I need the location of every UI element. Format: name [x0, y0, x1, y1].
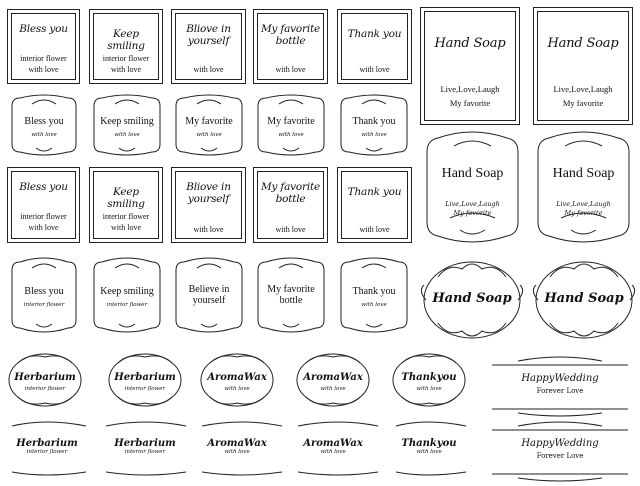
plaque-keep-smiling — [88, 92, 166, 158]
label-subtitle: with love — [320, 449, 346, 455]
wreath-title: AromaWax — [303, 372, 363, 383]
label-bless-you-frame — [7, 9, 80, 84]
label-subtitle: interior flower — [102, 212, 150, 221]
label-aroma-wax — [196, 438, 278, 455]
plaque-title: My favorite — [267, 116, 315, 127]
banner-text — [488, 438, 632, 460]
label-title: Thank you — [347, 28, 402, 40]
label-title: My favorite bottle — [260, 181, 321, 206]
label-title: Hand Soap — [547, 36, 619, 51]
label-subtitle: with love — [193, 65, 224, 74]
plaque-title: Hand Soap — [441, 166, 504, 181]
wreath-subtitle: with love — [320, 386, 346, 392]
banner-subtitle: Forever Love — [536, 452, 584, 460]
wedding-banner — [488, 355, 632, 417]
plaque-subtitle: with love — [31, 132, 57, 138]
label-title: Hand Soap — [434, 36, 506, 51]
label-title: Bliove in yourself — [186, 181, 231, 206]
plaque-title: Believe in yourself — [188, 284, 230, 306]
label-title: AromaWax — [303, 438, 363, 449]
wreath-subtitle: with love — [416, 386, 442, 392]
label-subtitle: My favorite — [449, 98, 491, 108]
plaque-subtitle: Live,Love,Laugh — [556, 200, 611, 208]
plaque-believe — [170, 254, 248, 336]
flourish-line — [6, 464, 476, 480]
banner-text — [488, 373, 632, 395]
label-title: Thankyou — [401, 438, 457, 449]
label-subtitle: interior flower — [124, 449, 166, 455]
label-keep-smiling-frame — [89, 9, 163, 84]
wreath-subtitle: with love — [224, 386, 250, 392]
plaque-thank-you — [335, 92, 413, 158]
label-title: AromaWax — [207, 438, 267, 449]
label-subtitle: Live,Love,Laugh — [553, 84, 613, 94]
label-bless-you-frame — [7, 167, 80, 243]
label-subtitle: with love — [193, 225, 224, 234]
plaque-subtitle: My favorite — [453, 209, 492, 217]
flourish-divider — [6, 416, 476, 436]
plaque-title: Thank you — [352, 116, 396, 127]
label-my-favorite-bottle-frame — [253, 9, 328, 84]
wreath-hand-soap — [530, 255, 638, 345]
plaque-my-favorite — [252, 92, 330, 158]
label-keep-smiling-frame — [89, 167, 163, 243]
plaque-title: Bless you — [24, 286, 64, 297]
wreath-title: Hand Soap — [544, 291, 624, 306]
label-subtitle: interior flower — [26, 449, 68, 455]
label-hand-soap-frame — [420, 7, 520, 125]
wreath-title: Herbarium — [114, 372, 176, 383]
wreath-subtitle: interior flower — [24, 386, 66, 392]
plaque-subtitle: with love — [114, 132, 140, 138]
wreath-title: AromaWax — [207, 372, 267, 383]
label-title: Herbarium — [16, 438, 78, 449]
plaque-border — [420, 128, 525, 246]
label-title: Bless you — [19, 181, 68, 193]
label-subtitle: interior flower — [20, 54, 67, 63]
wreath-title: Thankyou — [401, 372, 457, 383]
banner-title: HappyWedding — [521, 438, 599, 449]
label-title: Bless you — [19, 23, 68, 35]
plaque-title: Keep smiling — [100, 116, 154, 127]
wreath-aroma-wax — [292, 349, 374, 411]
label-subtitle: with love — [111, 65, 141, 74]
label-subtitle: with love — [28, 223, 59, 232]
label-herbarium — [6, 438, 88, 455]
label-title: Keep smiling — [107, 28, 145, 53]
wreath-herbarium — [4, 349, 86, 411]
plaque-keep-smiling — [88, 254, 166, 336]
banner-title: HappyWedding — [521, 373, 599, 384]
wreath-subtitle: interior flower — [124, 386, 166, 392]
label-subtitle: with love — [416, 449, 442, 455]
flourish-divider — [6, 464, 476, 480]
plaque-subtitle: interior flower — [106, 302, 148, 308]
wreath-hand-soap — [418, 255, 526, 345]
label-subtitle: with love — [359, 225, 390, 234]
plaque-subtitle: with love — [361, 302, 387, 308]
label-thank-you-frame — [337, 9, 412, 84]
plaque-bless-you — [6, 92, 82, 158]
plaque-title: Keep smiling — [100, 286, 154, 297]
wreath-title: Herbarium — [14, 372, 76, 383]
label-subtitle: interior flower — [20, 212, 67, 221]
label-title: Thank you — [347, 186, 402, 198]
plaque-title: Thank you — [352, 286, 396, 297]
label-thankyou — [388, 438, 470, 455]
wreath-aroma-wax — [196, 349, 278, 411]
label-thank-you-frame — [337, 167, 412, 243]
label-subtitle: with love — [224, 449, 250, 455]
label-subtitle: with love — [275, 65, 306, 74]
plaque-subtitle: with love — [278, 132, 304, 138]
plaque-bless-you — [6, 254, 82, 336]
label-subtitle: My favorite — [562, 98, 604, 108]
plaque-title: My favorite bottle — [267, 284, 315, 306]
flourish-line — [6, 416, 476, 436]
banner-subtitle: Forever Love — [536, 387, 584, 395]
label-title: My favorite bottle — [260, 23, 321, 48]
wreath-title: Hand Soap — [432, 291, 512, 306]
label-believe-frame — [171, 9, 246, 84]
wedding-banner — [488, 420, 632, 482]
plaque-subtitle: My favorite — [564, 209, 603, 217]
label-hand-soap-frame — [533, 7, 633, 125]
label-title: Herbarium — [114, 438, 176, 449]
plaque-subtitle: interior flower — [23, 302, 65, 308]
label-subtitle: with love — [275, 225, 306, 234]
label-subtitle: interior flower — [102, 54, 150, 63]
label-subtitle: with love — [359, 65, 390, 74]
label-aroma-wax — [292, 438, 374, 455]
label-my-favorite-bottle-frame — [253, 167, 328, 243]
plaque-subtitle: with love — [361, 132, 387, 138]
label-subtitle: with love — [111, 223, 141, 232]
label-title: Bliove in yourself — [186, 23, 231, 48]
wreath-thankyou — [388, 349, 470, 411]
label-title: Keep smiling — [107, 186, 145, 211]
label-believe-frame — [171, 167, 246, 243]
plaque-hand-soap — [531, 128, 636, 246]
label-subtitle: with love — [28, 65, 59, 74]
plaque-hand-soap — [420, 128, 525, 246]
plaque-title: My favorite — [185, 116, 233, 127]
plaque-border — [531, 128, 636, 246]
plaque-title: Hand Soap — [552, 166, 615, 181]
label-herbarium — [104, 438, 186, 455]
wreath-herbarium — [104, 349, 186, 411]
plaque-title: Bless you — [24, 116, 64, 127]
label-subtitle: Live,Love,Laugh — [440, 84, 500, 94]
plaque-thank-you — [335, 254, 413, 336]
plaque-my-favorite-bottle — [252, 254, 330, 336]
plaque-subtitle: Live,Love,Laugh — [445, 200, 500, 208]
plaque-subtitle: with love — [196, 132, 222, 138]
plaque-my-favorite — [170, 92, 248, 158]
